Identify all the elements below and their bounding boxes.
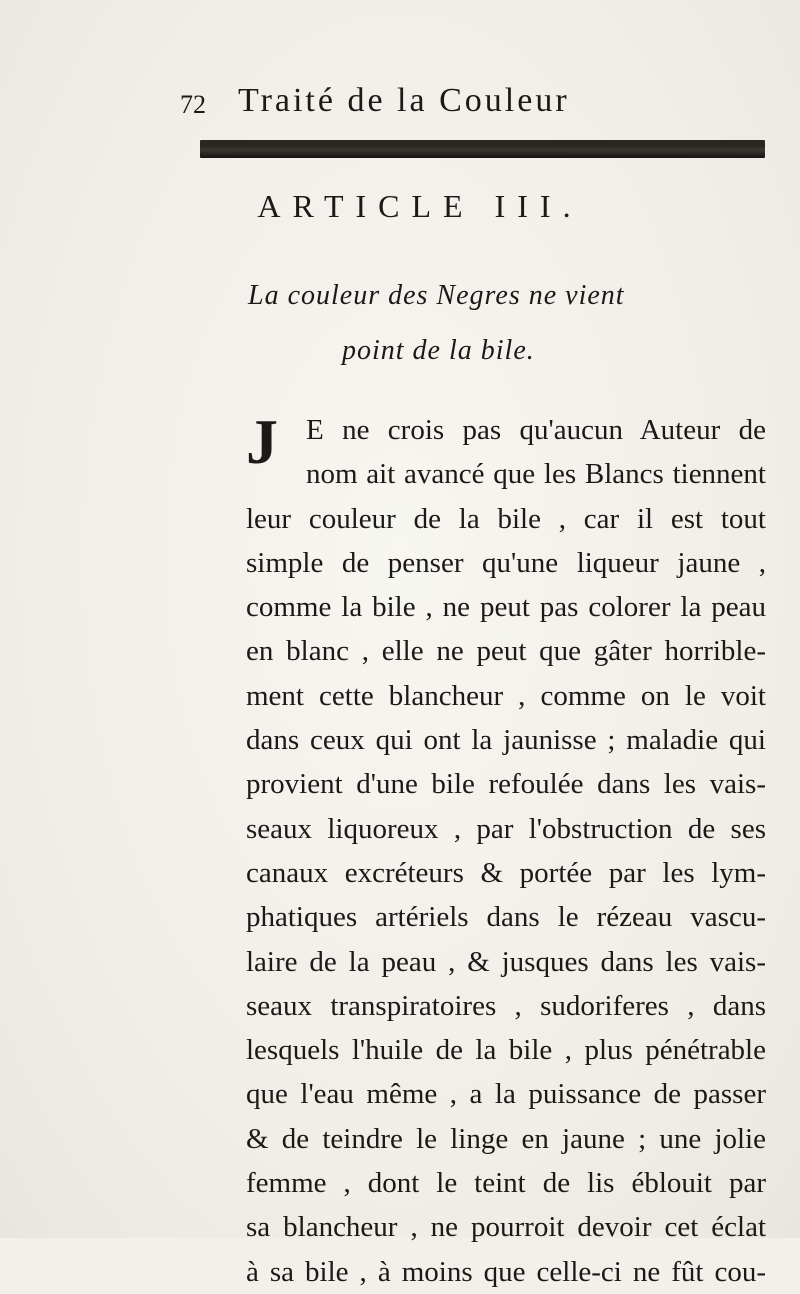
- body-line: dans ceux qui ont la jaunisse ; maladie qui: [246, 724, 766, 757]
- body-line: en blanc , elle ne peut que gâter horrible-: [246, 635, 766, 668]
- body-line: leur couleur de la bile , car il est tout: [246, 502, 766, 535]
- body-line: que l'eau même , a la puissance de passer: [246, 1078, 766, 1111]
- body-line: phatiques artériels dans le rézeau vascu-: [246, 901, 766, 934]
- body-line: seaux liquoreux , par l'obstruction de ses: [246, 812, 766, 845]
- body-line: canaux excréteurs & portée par les lym-: [246, 856, 766, 889]
- body-line: laire de la peau , & jusques dans les vais-: [246, 945, 766, 978]
- running-head: [180, 82, 780, 122]
- body-line: simple de penser qu'une liqueur jaune ,: [246, 546, 766, 579]
- body-line: sa blancheur , ne pourroit devoir cet éclat: [246, 1211, 766, 1244]
- article-subtitle-line-2: point de la bile.: [342, 335, 535, 366]
- body-line: & de teindre le linge en jaune ; une jolie: [246, 1122, 766, 1155]
- body-line: E ne crois pas qu'aucun Auteur de: [306, 414, 766, 446]
- body-line: provient d'une bile refoulée dans les vais-: [246, 768, 766, 801]
- body-text: [246, 408, 766, 1294]
- article-heading: ARTICLE III.: [257, 188, 583, 224]
- article-subtitle-line-1: La couleur des Negres ne vient: [248, 280, 625, 311]
- decorative-rule: [200, 140, 765, 158]
- body-line: comme la bile , ne peut pas colorer la peau: [246, 591, 766, 624]
- page-number: 72: [180, 90, 206, 119]
- body-line: à sa bile , à moins que celle-ci ne fût cou-: [246, 1255, 766, 1288]
- body-line: femme , dont le teint de lis éblouit par: [246, 1167, 766, 1200]
- running-title: Traité de la Couleur: [238, 82, 570, 119]
- body-line: seaux transpiratoires , sudoriferes , dans: [246, 989, 766, 1022]
- drop-cap: J: [246, 406, 278, 477]
- body-line: lesquels l'huile de la bile , plus pénétrable: [246, 1034, 766, 1067]
- body-line: ment cette blancheur , comme on le voit: [246, 679, 766, 712]
- body-line: nom ait avancé que les Blancs tiennent: [306, 458, 766, 491]
